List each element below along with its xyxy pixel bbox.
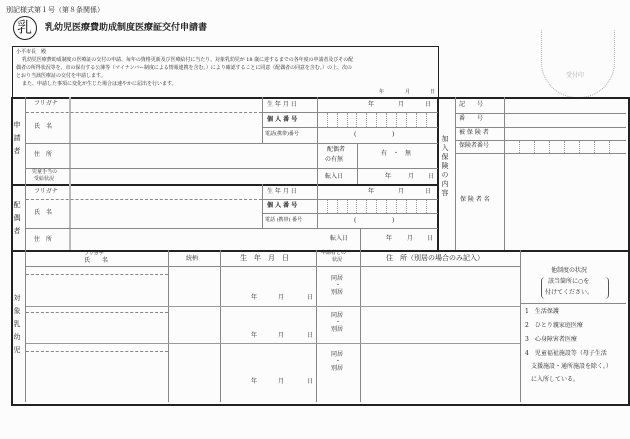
child-allowance-input[interactable] xyxy=(71,169,315,184)
declaration-line-3: とおり当該医療証の交付を申請します。 xyxy=(16,73,106,79)
applicant-section-label: 申請者 xyxy=(13,121,21,160)
child-2-living-together[interactable]: 同居 xyxy=(331,312,344,319)
date-year: 年 xyxy=(379,89,385,95)
child-2-address-input[interactable] xyxy=(362,307,519,342)
spouse-phone-paren-close: ) xyxy=(392,217,395,224)
badge-text: 乳 xyxy=(17,18,33,36)
applicant-my-number-input[interactable] xyxy=(318,113,436,126)
children-header-birthdate: 生 年 月 日 xyxy=(240,254,289,262)
date-month: 月 xyxy=(405,89,411,95)
child-3-living-dot: ・ xyxy=(335,358,342,365)
child-3-furigana-input[interactable] xyxy=(27,344,167,350)
spouse-birth-year: 年 xyxy=(368,188,375,195)
child-3-birth-month: 月 xyxy=(278,378,285,385)
spouse-move-in-day: 日 xyxy=(427,235,434,242)
applicant-furigana-input[interactable] xyxy=(71,98,262,111)
spouse-phone-paren-open: ( xyxy=(354,217,357,224)
applicant-phone-input[interactable] xyxy=(318,128,436,142)
applicant-address-input[interactable] xyxy=(71,144,315,168)
child-1-name-input[interactable] xyxy=(27,276,167,305)
child-3-relation-input[interactable] xyxy=(170,344,219,401)
declaration-line-1: 乳幼児医療費助成制度の医療証の交付の申請、毎年の資格更新及び医療給付に当たり、対象乳幼児が 18 歳に達するまでの各年度の申請者及びその配 xyxy=(22,57,354,63)
child-1-birth-day: 日 xyxy=(307,294,314,301)
children-section-label: 対象乳幼児 xyxy=(13,294,21,359)
spouse-birthdate-label: 生 年 月 日 xyxy=(267,188,297,195)
other-system-note-1: 該当箇所に○を xyxy=(548,278,590,285)
addressee: 小平市長 殿 xyxy=(16,49,47,55)
page-title: 乳幼児医療費助成制度医療証交付申請書 xyxy=(45,23,208,33)
other-system-item-4-cont-2: に入所している。 xyxy=(531,376,580,383)
spouse-furigana-input[interactable] xyxy=(71,186,262,198)
applicant-phone-label: 電話(携帯)番号 xyxy=(265,131,299,137)
child-2-relation-input[interactable] xyxy=(170,307,219,342)
applicant-move-in-day: 日 xyxy=(428,173,435,180)
declaration-box xyxy=(12,46,439,98)
spouse-birth-day: 日 xyxy=(425,188,432,195)
children-header-address: 住 所（別居の場合のみ記入） xyxy=(386,254,484,262)
children-header-living-1: 申請者との xyxy=(321,250,347,256)
applicant-birth-day: 日 xyxy=(425,101,432,108)
child-2-birth-day: 日 xyxy=(307,332,314,339)
child-3-birth-year: 年 xyxy=(251,378,258,385)
child-3-address-input[interactable] xyxy=(362,344,519,401)
other-system-title: 他制度の状況 xyxy=(551,267,588,274)
children-header-relation: 続柄 xyxy=(186,255,199,262)
spouse-move-in-year: 年 xyxy=(386,235,393,242)
spouse-address-input[interactable] xyxy=(71,229,315,249)
other-system-item-4[interactable]: 4 児童福祉施設等（母子生活 xyxy=(525,350,607,357)
insured-person-input[interactable] xyxy=(506,128,625,139)
child-2-birth-month: 月 xyxy=(278,332,285,339)
child-2-living-apart[interactable]: 別居 xyxy=(331,326,344,333)
insurance-symbol-label: 記 号 xyxy=(459,101,484,108)
spouse-presence-label-1: 配偶者 xyxy=(327,146,346,153)
children-header-name: 氏 名 xyxy=(84,257,109,264)
insurer-name-input[interactable] xyxy=(506,154,625,249)
insurance-section-label: 加入保険の内容 xyxy=(441,135,449,198)
spouse-phone-input[interactable] xyxy=(318,214,436,227)
child-1-living-together[interactable]: 同居 xyxy=(331,275,344,282)
child-2-living-dot: ・ xyxy=(335,319,342,326)
spouse-move-in-label: 転入日 xyxy=(330,235,349,242)
spouse-my-number-label: 個 人 番 号 xyxy=(267,202,298,209)
child-3-name-input[interactable] xyxy=(27,353,167,401)
spouse-name-input[interactable] xyxy=(71,200,262,228)
spouse-my-number-input[interactable] xyxy=(318,200,436,212)
form-reference: 別記様式第１号（第８条関係） xyxy=(6,6,104,14)
child-allowance-label-1: 児童手当の xyxy=(32,169,58,175)
infant-badge xyxy=(13,16,37,40)
applicant-name-label: 氏 名 xyxy=(34,123,53,130)
declaration-line-4: また、申請した事項に変化が生じた場合は速やかに届出を行います。 xyxy=(22,81,177,87)
date-day: 日 xyxy=(430,89,436,95)
spouse-furigana-label: フリガナ xyxy=(34,188,58,195)
applicant-my-number-label: 個 人 番 号 xyxy=(267,116,298,123)
insurance-number-input[interactable] xyxy=(506,114,625,126)
applicant-move-in-month: 月 xyxy=(408,173,415,180)
spouse-phone-label: 電話 (携帯) 番号 xyxy=(265,217,303,223)
reception-stamp-area xyxy=(541,30,615,98)
child-1-living-apart[interactable]: 別居 xyxy=(331,289,344,296)
child-1-relation-input[interactable] xyxy=(170,267,219,305)
other-system-item-1[interactable]: 1 生活保護 xyxy=(525,308,559,315)
child-allowance-label-2: 受給状況 xyxy=(34,176,55,182)
spouse-presence-toggle[interactable]: 有 ・ 無 xyxy=(381,150,412,157)
applicant-birth-year: 年 xyxy=(368,101,375,108)
child-2-name-input[interactable] xyxy=(27,313,167,342)
child-1-address-input[interactable] xyxy=(362,267,519,305)
spouse-move-in-month: 月 xyxy=(407,235,414,242)
insurance-symbol-input[interactable] xyxy=(506,98,625,112)
spouse-section-label: 配偶者 xyxy=(13,201,21,240)
applicant-birthdate-input[interactable] xyxy=(318,98,436,111)
insurer-number-label: 保険者番号 xyxy=(459,142,490,149)
spouse-birth-month: 月 xyxy=(398,188,405,195)
child-2-birth-year: 年 xyxy=(251,332,258,339)
stamp-label: 受付印 xyxy=(566,72,585,79)
child-3-birth-day: 日 xyxy=(307,378,314,385)
applicant-birth-month: 月 xyxy=(398,101,405,108)
child-2-furigana-input[interactable] xyxy=(27,307,167,311)
applicant-furigana-label: フリガナ xyxy=(34,100,58,107)
applicant-move-in-input[interactable] xyxy=(358,169,436,183)
applicant-name-input[interactable] xyxy=(71,113,262,143)
insured-person-label: 被 保 険 者 xyxy=(459,129,489,136)
spouse-birthdate-input[interactable] xyxy=(318,185,436,198)
applicant-phone-paren-open: ( xyxy=(354,131,357,138)
insurance-number-label: 番 号 xyxy=(459,115,484,122)
spouse-name-label: 氏 名 xyxy=(34,209,53,216)
applicant-address-label: 住 所 xyxy=(34,151,53,158)
other-system-item-2[interactable]: 2 ひとり親家庭医療 xyxy=(525,322,583,329)
applicant-move-in-year: 年 xyxy=(385,173,392,180)
children-header-living-2: 状況 xyxy=(332,257,343,263)
insurer-number-input[interactable] xyxy=(506,141,625,152)
insurer-name-label: 保 険 者 名 xyxy=(460,196,490,203)
child-1-birth-month: 月 xyxy=(278,294,285,301)
child-3-living-together[interactable]: 同居 xyxy=(331,351,344,358)
child-3-living-apart[interactable]: 別居 xyxy=(331,365,344,372)
child-1-living-dot: ・ xyxy=(335,282,342,289)
applicant-birthdate-label: 生 年 月 日 xyxy=(267,101,297,108)
spouse-address-label: 住 所 xyxy=(34,236,53,243)
applicant-phone-paren-close: ) xyxy=(392,131,395,138)
spouse-presence-label-2: の有無 xyxy=(325,156,344,163)
children-header-furigana: フリガナ xyxy=(84,251,104,257)
applicant-move-in-label: 転入日 xyxy=(325,173,344,180)
child-1-birth-year: 年 xyxy=(251,294,258,301)
other-system-item-3[interactable]: 3 心身障害者医療 xyxy=(525,336,577,343)
spouse-move-in-input[interactable] xyxy=(361,229,436,249)
other-system-note-2: 付けてください。 xyxy=(545,289,594,296)
other-system-item-4-cont-1: 支援施設・通所施設を除く。） xyxy=(531,363,612,370)
child-1-furigana-input[interactable] xyxy=(27,267,167,273)
declaration-line-2: 偶者の所得状況等を、市の保有する公簿等（マイナンバー制度による情報連携を含む。）により確認することに同意（配偶者の同意を含む。）の上、次の xyxy=(16,65,352,71)
